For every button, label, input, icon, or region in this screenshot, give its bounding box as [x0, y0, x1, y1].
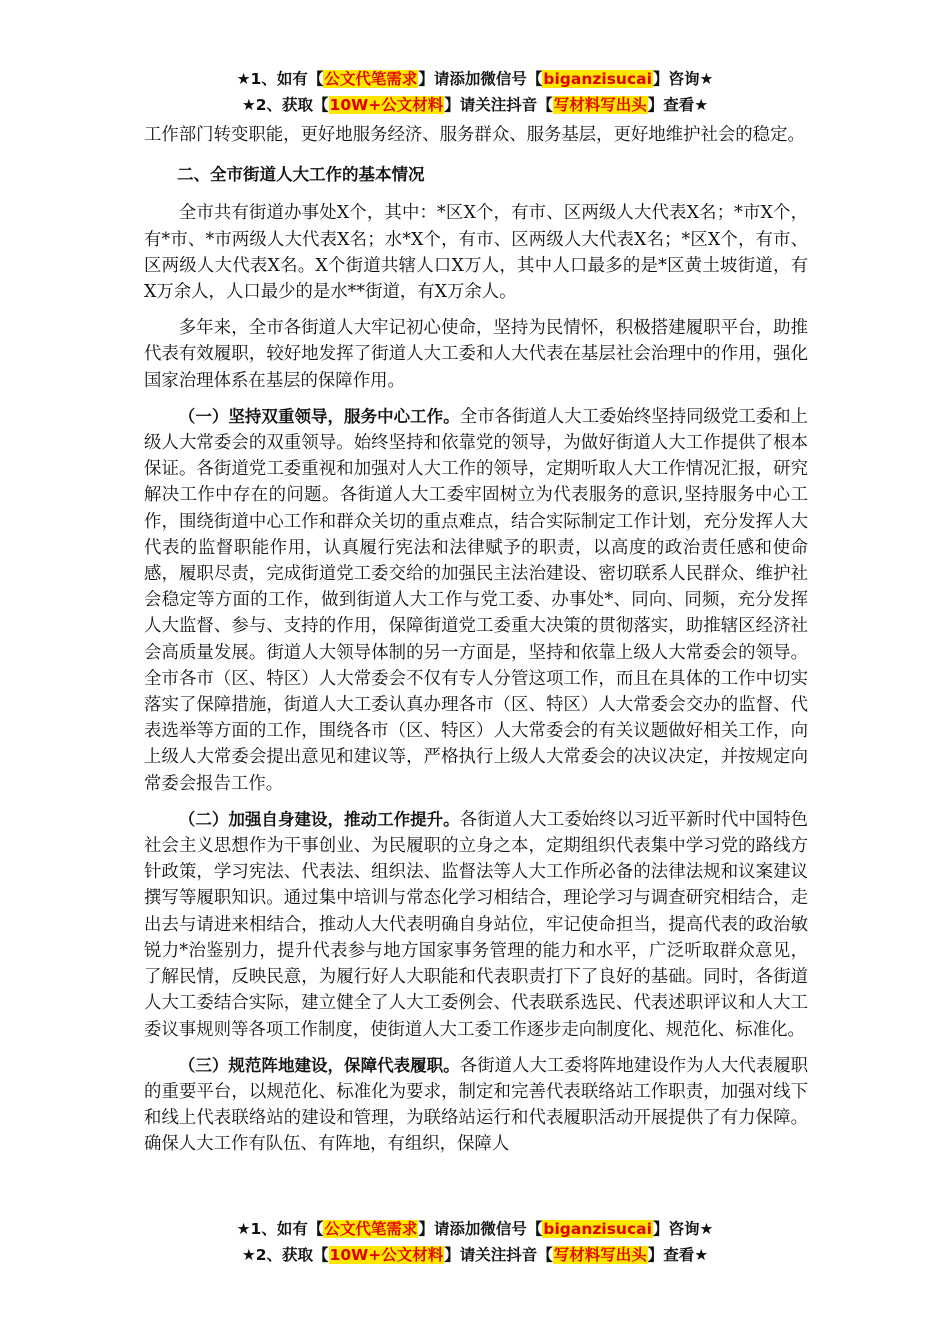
subsection-lead: （一）坚持双重领导，服务中心工作。	[178, 406, 460, 426]
paragraph: 全市共有街道办事处X个，其中：*区X个，有市、区两级人大代表X名；*市X个，有*市、*市两级人大代表X名；水*X个，有市、区两级人大代表X名；*区X个，有市、区两级人大代表X名。X个街道共辖人口X万人，其中人口最多的是*区黄土坡街道，有X万余人，人口最少的是水**街道，有X万余人。	[144, 203, 808, 303]
section-heading: 二、全市街道人大工作的基本情况	[177, 165, 425, 185]
douyin-id-highlight: 写材料写出头	[553, 96, 647, 114]
highlight-tag: 10W+公文材料	[329, 1246, 444, 1264]
paragraph-continuation: 工作部门转变职能，更好地服务经济、服务群众、服务基层，更好地维护社会的稳定。	[144, 125, 805, 145]
subsection-paragraph-1: （一）坚持双重领导，服务中心工作。全市各街道人大工委始终坚持同级党工委和上级人大常委会的双重领导。始终坚持和依靠党的领导，为做好街道人大工作提供了根本保证。各街道党工委重视和加强对人大工作的领导，定期听取人大工作情况汇报，研究解决工作中存在的问题。各街道人大工委牢固树立为代表服务的意识,坚持服务中心工作，围绕街道中心工作和群众关切的重点难点，结合实际制定工作计划，充分发挥人大代表的监督职能作用，认真履行宪法和法律赋予的职责，以高度的政治责任感和使命感，履职尽责，完成街道党工委交给的加强民主法治建设、密切联系人民群众、维护社会稳定等方面的工作，做到街道人大工作与党工委、办事处*、同向、同频，充分发挥人大监督、参与、支持的作用，保障街道党工委重大决策的贯彻落实，助推辖区经济社会高质量发展。街道人大领导体制的另一方面是，坚持和依靠上级人大常委会的领导。全市各市（区、特区）人大常委会不仅有专人分管这项工作，而且在具体的工作中切实落实了保障措施，街道人大工委认真办理各市（区、特区）人大常委会交办的监督、代表选举等方面的工作，围绕各市（区、特区）人大常委会的有关议题做好相关工作，向上级人大常委会提出意见和建议等，严格执行上级人大常委会的决议决定，并按规定向常委会报告工作。	[144, 406, 808, 794]
subsection-lead: （三）规范阵地建设，保障代表履职。	[178, 1055, 460, 1075]
promo-banner-top	[0, 66, 950, 118]
promo-banner-bottom	[0, 1216, 950, 1268]
douyin-id-highlight: 写材料写出头	[553, 1246, 647, 1264]
document-body	[144, 122, 808, 1168]
paragraph: 多年来，全市各街道人大牢记初心使命，坚持为民情怀，积极搭建履职平台，助推代表有效履职，较好地发挥了街道人大工委和人大代表在基层社会治理中的作用，强化国家治理体系在基层的保障作用。	[144, 318, 808, 391]
subsection-paragraph-3: （三）规范阵地建设，保障代表履职。各街道人大工委将阵地建设作为人大代表履职的重要平台，以规范化、标准化为要求，制定和完善代表联络站工作职责，加强对线下和线上代表联络站的建设和管理，为联络站运行和代表履职活动开展提供了有力保障。确保人大工作有队伍、有阵地，有组织，保障人	[144, 1055, 808, 1155]
highlight-tag: 10W+公文材料	[329, 96, 444, 114]
wechat-id-highlight: biganzisucai	[543, 70, 652, 88]
highlight-tag: 公文代笔需求	[324, 1220, 418, 1238]
highlight-tag: 公文代笔需求	[324, 70, 418, 88]
banner-line-1: ★1、如有【公文代笔需求】请添加微信号【biganzisucai】咨询★	[236, 1220, 714, 1238]
subsection-paragraph-2: （二）加强自身建设，推动工作提升。各街道人大工委始终以习近平新时代中国特色社会主义思想作为干事创业、为民履职的立身之本，定期组织代表集中学习党的路线方针政策，学习宪法、代表法、组织法、监督法等人大工作所必备的法律法规和议案建议撰写等履职知识。通过集中培训与常态化学习相结合，理论学习与调查研究相结合，走出去与请进来相结合，推动人大代表明确自身站位，牢记使命担当，提高代表的政治敏锐力*治鉴别力，提升代表参与地方国家事务管理的能力和水平，广泛听取群众意见，了解民情，反映民意，为履行好人大职能和代表职责打下了良好的基础。同时，各街道人大工委结合实际，建立健全了人大工委例会、代表联系选民、代表述职评议和人大工委议事规则等各项工作制度，使街道人大工委工作逐步走向制度化、规范化、标准化。	[144, 809, 808, 1040]
wechat-id-highlight: biganzisucai	[543, 1220, 652, 1238]
banner-line-1: ★1、如有【公文代笔需求】请添加微信号【biganzisucai】咨询★	[236, 70, 714, 88]
banner-line-2: ★2、获取【10W+公文材料】请关注抖音【写材料写出头】查看★	[241, 96, 709, 114]
subsection-lead: （二）加强自身建设，推动工作提升。	[178, 809, 460, 829]
banner-line-2: ★2、获取【10W+公文材料】请关注抖音【写材料写出头】查看★	[241, 1246, 709, 1264]
